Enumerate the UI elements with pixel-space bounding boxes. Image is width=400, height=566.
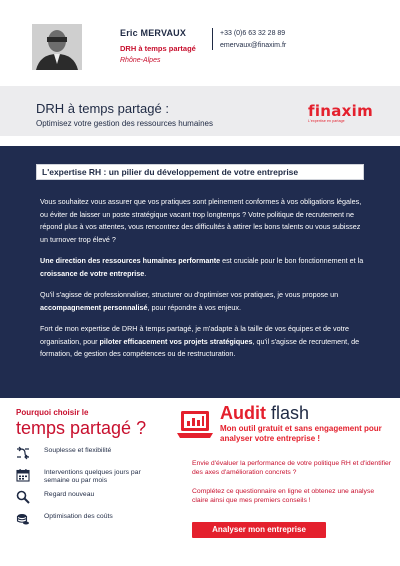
person-role: DRH à temps partagé bbox=[120, 44, 196, 53]
p2-end: . bbox=[144, 268, 147, 278]
audit-subtitle: Mon outil gratuit et sans engagement pour analyser votre entreprise ! bbox=[220, 424, 382, 443]
audit-title bbox=[220, 403, 309, 424]
flexibility-icon bbox=[16, 446, 30, 460]
why-headline: temps partagé ? bbox=[16, 418, 147, 438]
expertise-heading: L'expertise RH : un pilier du développement de votre entreprise bbox=[42, 167, 299, 177]
audit-title-b: flash bbox=[271, 403, 310, 423]
laptop-chart-icon bbox=[176, 408, 214, 442]
why-question: Pourquoi choisir le bbox=[16, 408, 89, 417]
benefit-item bbox=[16, 490, 166, 512]
magnifier-icon bbox=[16, 490, 30, 504]
p4-bold: piloter efficacement vos projets stratégiques bbox=[99, 336, 253, 346]
p3-end: , pour répondre à vos enjeux. bbox=[147, 302, 241, 312]
header bbox=[0, 0, 400, 86]
person-name: Eric MERVAUX bbox=[120, 28, 187, 38]
benefit-list bbox=[16, 446, 166, 534]
benefit-item bbox=[16, 468, 166, 490]
p2-bold-2: croissance de votre entreprise bbox=[40, 268, 145, 278]
benefit-label: Optimisation des coûts bbox=[44, 513, 113, 520]
p4-start: Fort de mon expertise de DRH à temps partagé, je m'adapte à la taille de vos équipes et de votre organisation, pour bbox=[40, 324, 350, 346]
p2-mid: est cruciale pour le bon fonctionnement et la bbox=[220, 256, 364, 265]
audit-title-a: Audit bbox=[220, 403, 271, 423]
contact-block bbox=[220, 30, 286, 49]
email-link[interactable]: emervaux@finaxim.fr bbox=[220, 42, 287, 49]
page-title: DRH à temps partagé : bbox=[36, 101, 169, 116]
benefit-item bbox=[16, 446, 166, 468]
page-subtitle: Optimisez votre gestion des ressources humaines bbox=[36, 119, 213, 128]
header-divider bbox=[212, 28, 213, 50]
calendar-icon bbox=[16, 468, 30, 482]
benefit-label: Regard nouveau bbox=[44, 491, 95, 498]
paragraph-4 bbox=[40, 323, 368, 361]
phone-number[interactable]: +33 (0)6 63 32 28 89 bbox=[220, 30, 286, 37]
p4-end: , qu'il s'agisse de recrutement, de formation, de gestion des compétences ou de restructuration. bbox=[40, 336, 360, 358]
p2-bold-1: Une direction des ressources humaines performante bbox=[40, 256, 221, 265]
benefit-label: Interventions quelques jours par semaine ou par mois bbox=[44, 469, 141, 484]
p3-bold: accompagnement personnalisé bbox=[40, 302, 148, 312]
logo-word: finaxim bbox=[308, 102, 374, 120]
benefit-label: Souplesse et flexibilité bbox=[44, 447, 112, 454]
person-region: Rhône-Alpes bbox=[120, 57, 161, 64]
expertise-text bbox=[40, 196, 368, 361]
analyze-company-button[interactable]: Analyser mon entreprise bbox=[192, 522, 326, 538]
benefit-item bbox=[16, 512, 166, 534]
coins-icon bbox=[16, 512, 30, 526]
finaxim-logo bbox=[308, 102, 373, 123]
paragraph-3 bbox=[40, 289, 368, 314]
paragraph-2 bbox=[40, 255, 368, 280]
paragraph-1: Vous souhaitez vous assurer que vos pratiques sont pleinement conformes à vos obligations légales, ou éviter de laisser un poste stratégique vacant trop longtemps ? Votre politique de recrutement ne répond plus à vos attentes, vous rencontrez des difficultés à attirer les bons talents ou vous subissez un turnover trop élevé ? bbox=[40, 197, 362, 244]
name-block bbox=[120, 28, 196, 64]
logo-tagline: L'expertise en partage bbox=[308, 119, 345, 123]
portrait-photo bbox=[32, 24, 82, 70]
expertise-section bbox=[0, 146, 400, 398]
expertise-heading-box bbox=[36, 164, 364, 180]
p3-start: Qu'il s'agisse de professionnaliser, structurer ou d'optimiser vos pratiques, je vous propose un bbox=[40, 290, 339, 299]
audit-paragraph-2: Complétez ce questionnaire en ligne et obtenez une analyse claire ainsi que mes premiers conseils ! bbox=[192, 488, 375, 504]
audit-paragraph-1: Envie d'évaluer la performance de votre politique RH et d'identifier des axes d'amélioration concrets ? bbox=[192, 460, 392, 476]
